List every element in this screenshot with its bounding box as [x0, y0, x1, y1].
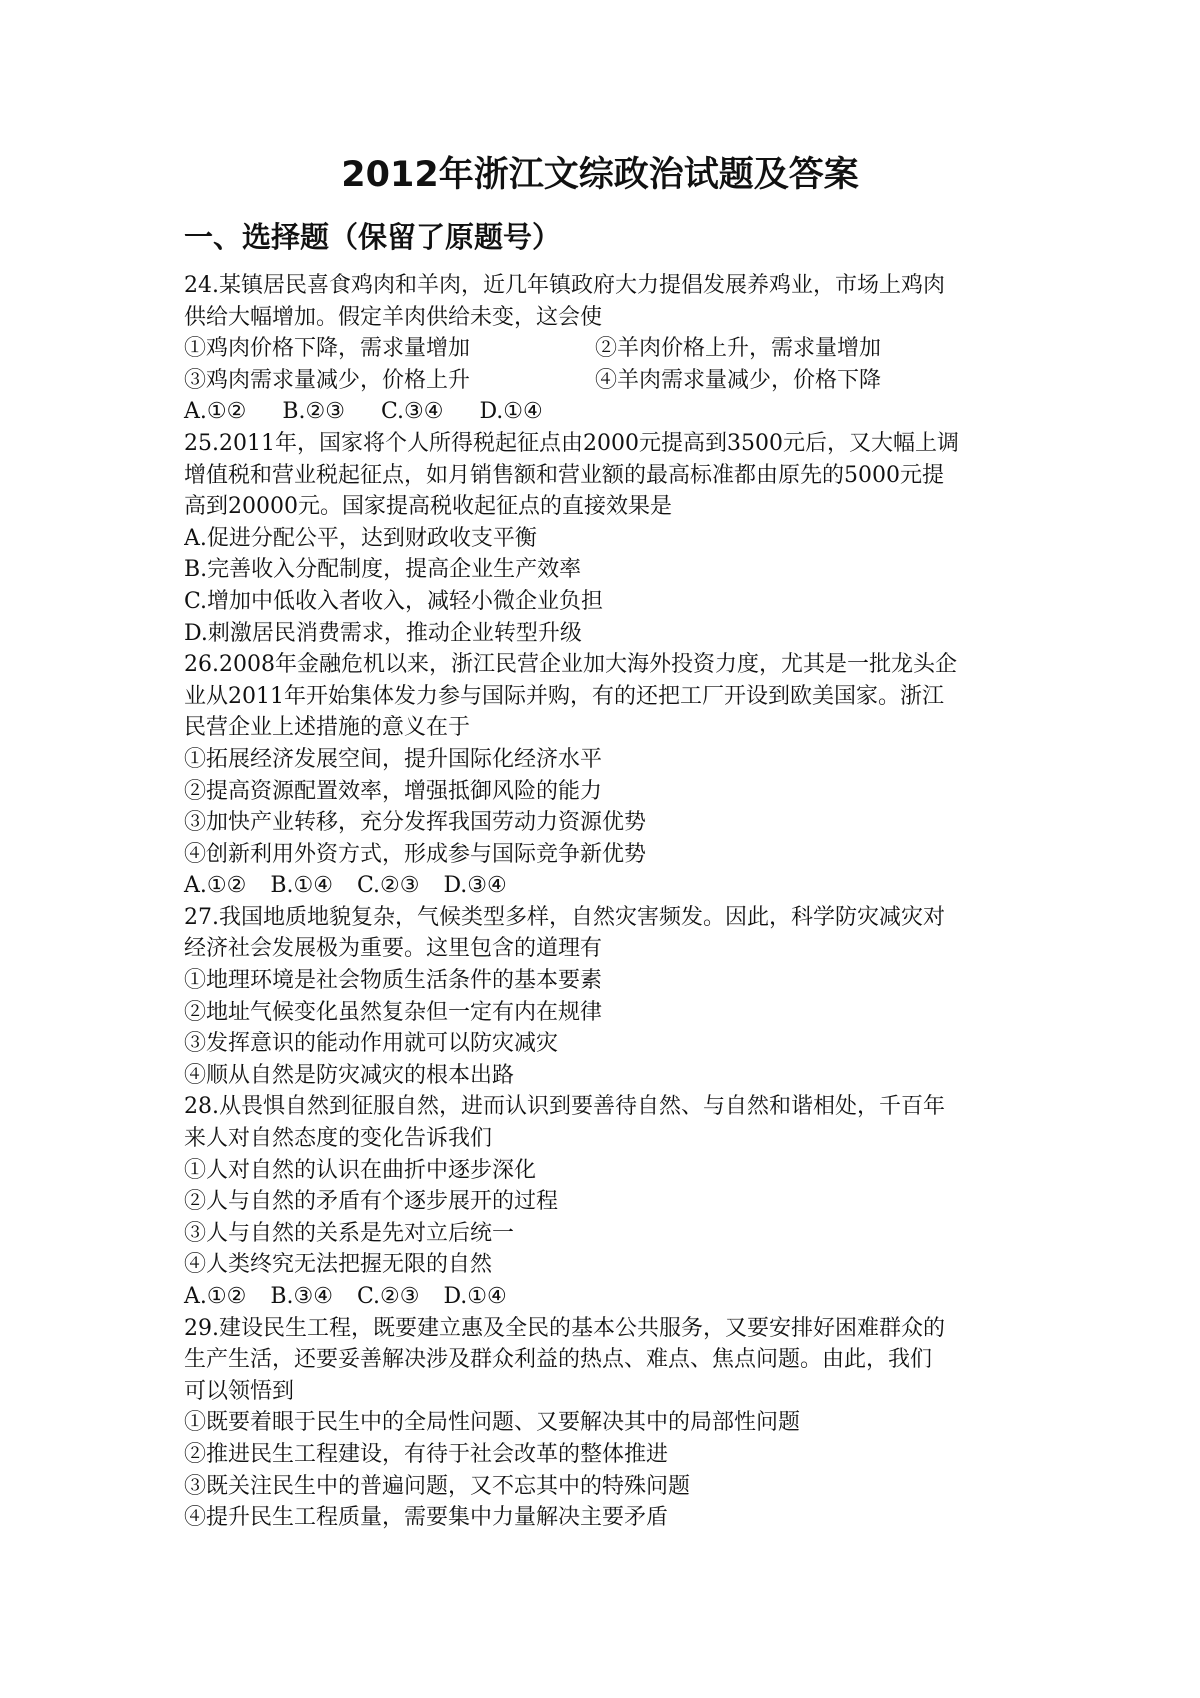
answer-choice: A.①②	[184, 399, 247, 425]
question-item: ②人与自然的矛盾有个逐步展开的过程	[184, 1189, 559, 1215]
answer-choice: B.①④	[270, 873, 333, 899]
question-item: ①既要着眼于民生中的全局性问题、又要解决其中的局部性问题	[184, 1410, 801, 1436]
question-item: ①地理环境是社会物质生活条件的基本要素	[184, 968, 603, 994]
answer-choice: D.①④	[479, 399, 543, 425]
question-stem-line: 民营企业上述措施的意义在于	[184, 715, 471, 741]
question-item: ④人类终究无法把握无限的自然	[184, 1252, 493, 1278]
answer-choice: A.①②	[184, 873, 247, 899]
question-stem-line: 25.2011年，国家将个人所得税起征点由2000元提高到3500元后，又大幅上调	[184, 430, 959, 456]
answer-choice: C.②③	[356, 873, 420, 899]
question-25	[184, 428, 1044, 649]
question-item: ②地址气候变化虽然复杂但一定有内在规律	[184, 999, 603, 1025]
answer-choice: D.①④	[443, 1284, 507, 1309]
question-stem-line: 27.我国地质地貌复杂，气候类型多样，自然灾害频发。因此，科学防灾减灾对	[184, 904, 945, 930]
question-item: ③人与自然的关系是先对立后统一	[184, 1220, 515, 1246]
question-stem-line: 高到20000元。国家提高税收起征点的直接效果是	[184, 494, 672, 520]
question-item: ③鸡肉需求量减少，价格上升	[184, 367, 471, 393]
answer-choice: A.①②	[184, 1284, 247, 1309]
answer-choice: B.②③	[282, 399, 345, 425]
question-item: ①人对自然的认识在曲折中逐步深化	[184, 1157, 537, 1183]
question-stem-line: 经济社会发展极为重要。这里包含的道理有	[184, 936, 603, 962]
question-stem-line: 业从2011年开始集体发力参与国际并购，有的还把工厂开设到欧美国家。浙江	[184, 683, 944, 709]
question-stem-line: 28.从畏惧自然到征服自然，进而认识到要善待自然、与自然和谐相处，千百年	[184, 1094, 945, 1120]
question-26	[184, 649, 1044, 902]
question-item: ③发挥意识的能动作用就可以防灾减灾	[184, 1031, 559, 1057]
question-item: ④创新利用外资方式，形成参与国际竞争新优势	[184, 841, 647, 867]
question-stem-line: 29.建设民生工程，既要建立惠及全民的基本公共服务，又要安排好困难群众的	[184, 1315, 945, 1341]
question-29	[184, 1313, 1044, 1534]
answer-choice: C.③④	[380, 399, 444, 425]
question-stem-line: 增值税和营业税起征点，如月销售额和营业额的最高标准都由原先的5000元提	[184, 462, 944, 488]
question-item: ②推进民生工程建设，有待于社会改革的整体推进	[184, 1441, 669, 1467]
question-item: ②提高资源配置效率，增强抵御风险的能力	[184, 778, 603, 804]
question-item: ③既关注民生中的普遍问题，又不忘其中的特殊问题	[184, 1473, 691, 1499]
answer-option: B.完善收入分配制度，提高企业生产效率	[184, 557, 582, 583]
answer-option: D.刺激居民消费需求，推动企业转型升级	[184, 620, 582, 646]
question-stem-line: 26.2008年金融危机以来，浙江民营企业加大海外投资力度，尤其是一批龙头企	[184, 652, 957, 678]
question-item: ①拓展经济发展空间，提升国际化经济水平	[184, 746, 603, 772]
question-stem-line: 生产生活，还要妥善解决涉及群众利益的热点、难点、焦点问题。由此，我们	[184, 1347, 933, 1373]
question-item: ①鸡肉价格下降，需求量增加	[184, 336, 471, 362]
document-title: 2012年浙江文综政治试题及答案	[341, 155, 859, 195]
answer-choices	[184, 870, 1044, 902]
question-stem-line: 来人对自然态度的变化告诉我们	[184, 1126, 493, 1152]
question-item: ④提升民生工程质量，需要集中力量解决主要矛盾	[184, 1505, 669, 1531]
question-stem-line: 可以领悟到	[184, 1378, 295, 1404]
question-item-row	[184, 333, 1044, 365]
section-heading: 一、选择题（保留了原题号）	[184, 220, 562, 254]
question-stem-line: 供给大幅增加。假定羊肉供给未变，这会使	[184, 304, 603, 330]
question-item: ③加快产业转移，充分发挥我国劳动力资源优势	[184, 810, 647, 836]
question-stem-line: 24.某镇居民喜食鸡肉和羊肉，近几年镇政府大力提倡发展养鸡业，市场上鸡肉	[184, 273, 945, 298]
question-27	[184, 902, 1044, 1092]
question-item-row	[184, 365, 1044, 397]
question-item: ②羊肉价格上升，需求量增加	[595, 336, 882, 362]
answer-option: C.增加中低收入者收入，减轻小微企业负担	[184, 588, 604, 614]
answer-choices	[184, 1281, 1044, 1313]
question-item: ④顺从自然是防灾减灾的根本出路	[184, 1062, 515, 1088]
answer-option: A.促进分配公平，达到财政收支平衡	[184, 525, 537, 551]
question-24	[184, 270, 1044, 428]
question-28	[184, 1091, 1044, 1312]
answer-choice: C.②③	[356, 1284, 420, 1309]
answer-choices	[184, 396, 1044, 428]
answer-choice: B.③④	[270, 1284, 333, 1309]
answer-choice: D.③④	[443, 873, 507, 899]
question-list	[184, 270, 1044, 1534]
question-item: ④羊肉需求量减少，价格下降	[595, 367, 882, 393]
